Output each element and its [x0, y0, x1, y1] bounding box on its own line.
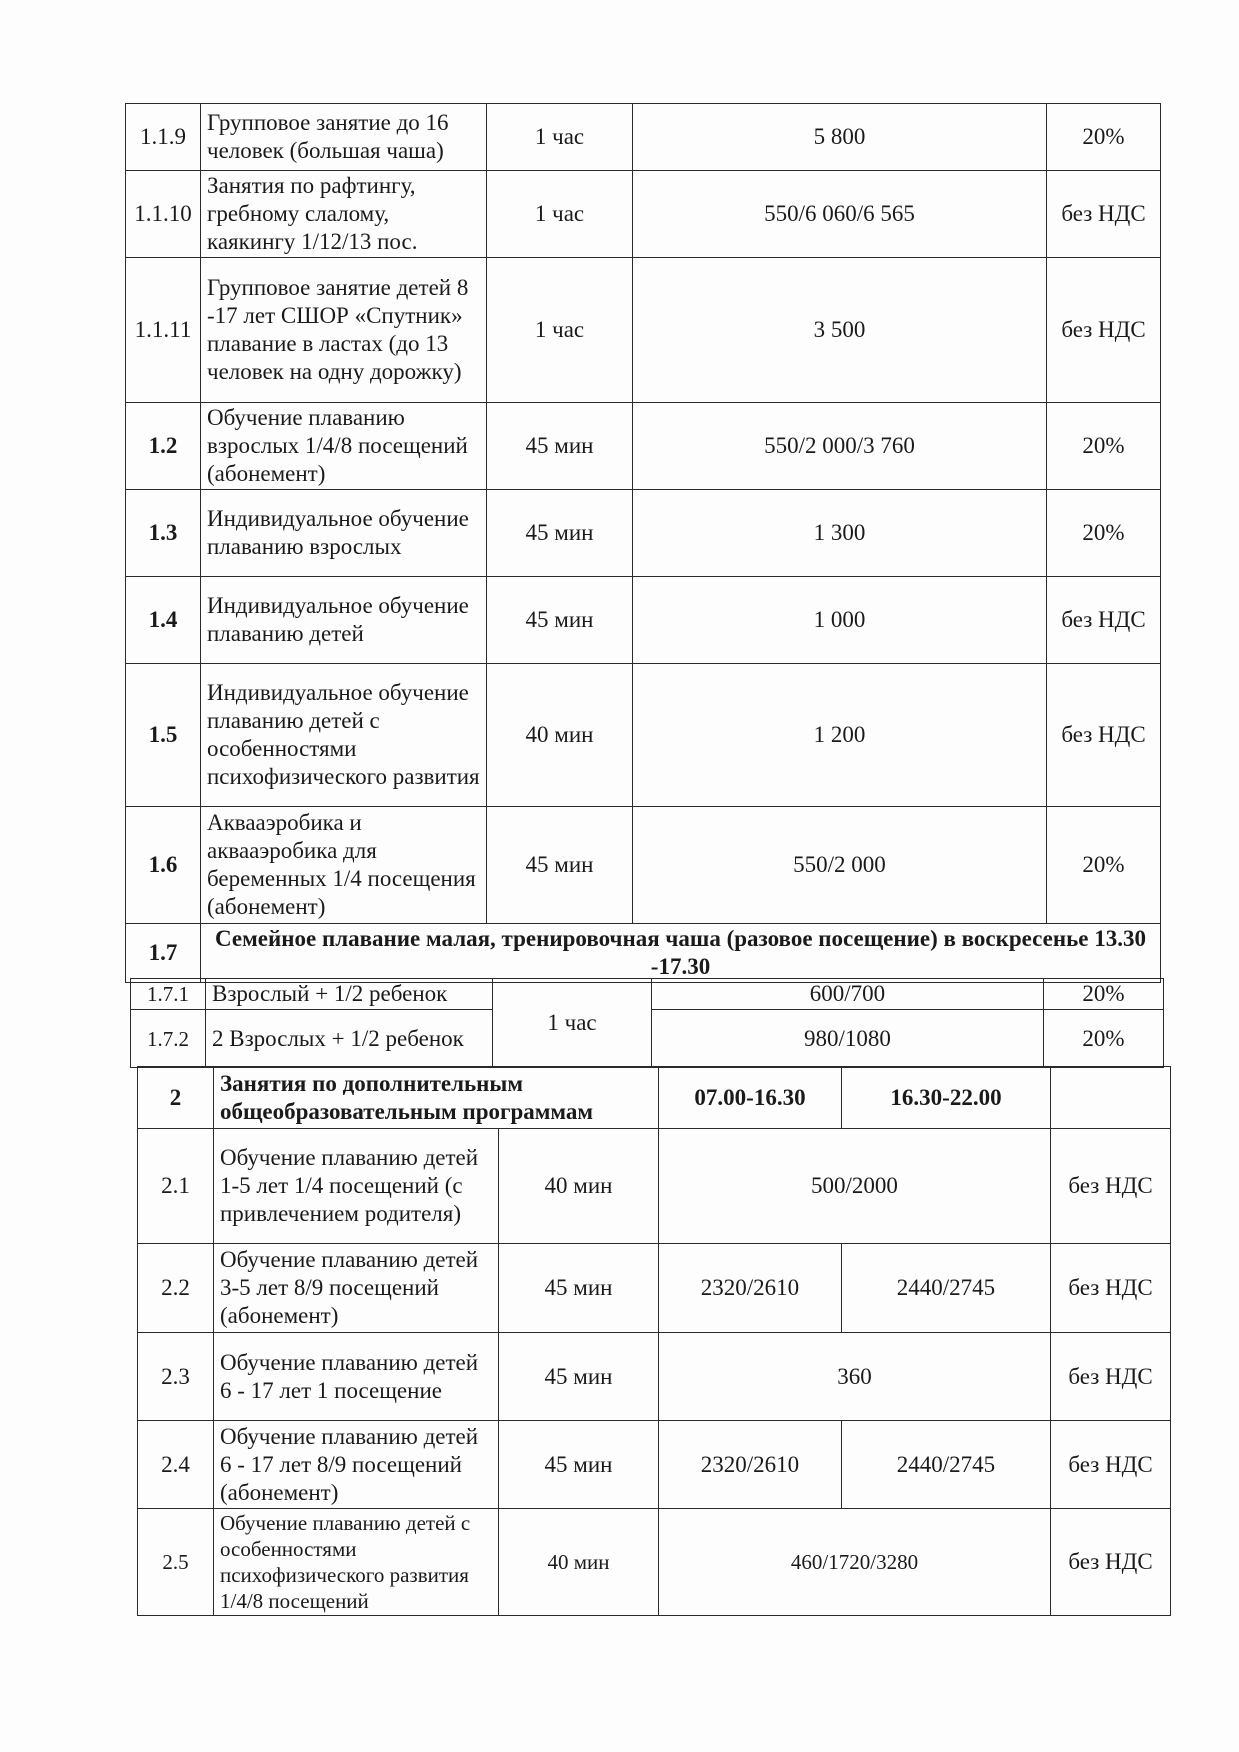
price: 980/1080 — [652, 1010, 1044, 1068]
price: 5 800 — [633, 104, 1047, 171]
tariff-table-section-1 — [125, 103, 1161, 983]
price: 360 — [659, 1333, 1051, 1421]
section-2-header-row — [138, 1067, 1171, 1129]
row-number: 2.2 — [138, 1244, 214, 1333]
service-name: Занятия по рафтингу, гребному слалому, каякингу 1/12/13 пос. — [201, 171, 487, 258]
vat: без НДС — [1051, 1421, 1171, 1509]
duration: 1 час — [487, 171, 633, 258]
table-row — [138, 1333, 1171, 1421]
service-name: Индивидуальное обучение плаванию детей — [201, 577, 487, 664]
price-morning: 2320/2610 — [659, 1421, 842, 1509]
section-title: Занятия по дополнительным общеобразовательным программам — [214, 1067, 659, 1129]
row-number: 1.7.1 — [131, 979, 206, 1010]
price: 1 300 — [633, 490, 1047, 577]
service-name: Обучение плаванию взрослых 1/4/8 посещений (абонемент) — [201, 403, 487, 490]
row-number: 2.4 — [138, 1421, 214, 1509]
vat: без НДС — [1047, 577, 1161, 664]
vat: 20% — [1044, 1010, 1164, 1068]
duration: 1 час — [493, 979, 652, 1068]
table-row — [138, 1509, 1171, 1616]
row-number: 2.3 — [138, 1333, 214, 1421]
table-row — [131, 979, 1164, 1010]
row-number: 1.7.2 — [131, 1010, 206, 1068]
vat: 20% — [1047, 104, 1161, 171]
service-name: Обучение плаванию детей 3-5 лет 8/9 посещений (абонемент) — [214, 1244, 499, 1333]
table-row — [126, 664, 1161, 807]
duration: 45 мин — [487, 807, 633, 924]
service-name: Обучение плаванию детей 6 - 17 лет 1 посещение — [214, 1333, 499, 1421]
service-name: Групповое занятие до 16 человек (большая чаша) — [201, 104, 487, 171]
service-name: Индивидуальное обучение плаванию детей с особенностями психофизического развития — [201, 664, 487, 807]
price: 550/6 060/6 565 — [633, 171, 1047, 258]
row-number: 1.5 — [126, 664, 201, 807]
row-number: 2.5 — [138, 1509, 214, 1616]
table-row — [138, 1421, 1171, 1509]
price: 550/2 000/3 760 — [633, 403, 1047, 490]
price: 1 200 — [633, 664, 1047, 807]
duration: 40 мин — [487, 664, 633, 807]
row-number: 1.1.9 — [126, 104, 201, 171]
vat: 20% — [1044, 979, 1164, 1010]
price: 600/700 — [652, 979, 1044, 1010]
service-name: Обучение плаванию детей 6 - 17 лет 8/9 посещений (абонемент) — [214, 1421, 499, 1509]
tariff-table-family — [130, 978, 1164, 1068]
row-number: 1.1.11 — [126, 258, 201, 403]
vat: без НДС — [1047, 171, 1161, 258]
duration: 45 мин — [499, 1244, 659, 1333]
empty-cell — [1051, 1067, 1171, 1129]
duration: 45 мин — [499, 1421, 659, 1509]
price: 500/2000 — [659, 1129, 1051, 1244]
service-name: Обучение плаванию детей с особенностями психофизического развития 1/4/8 посещений — [214, 1509, 499, 1616]
price-morning: 2320/2610 — [659, 1244, 842, 1333]
table-row — [126, 807, 1161, 924]
table-row — [126, 577, 1161, 664]
service-name: Индивидуальное обучение плаванию взрослых — [201, 490, 487, 577]
table-row — [138, 1129, 1171, 1244]
service-name: 2 Взрослых + 1/2 ребенок — [206, 1010, 493, 1068]
table-row — [126, 403, 1161, 490]
section-number: 2 — [138, 1067, 214, 1129]
price: 3 500 — [633, 258, 1047, 403]
vat: 20% — [1047, 490, 1161, 577]
price: 460/1720/3280 — [659, 1509, 1051, 1616]
service-name: Обучение плаванию детей 1-5 лет 1/4 посещений (с привлечением родителя) — [214, 1129, 499, 1244]
vat: 20% — [1047, 807, 1161, 924]
table-row — [126, 171, 1161, 258]
duration: 45 мин — [487, 577, 633, 664]
price: 1 000 — [633, 577, 1047, 664]
duration: 45 мин — [487, 403, 633, 490]
vat: без НДС — [1047, 664, 1161, 807]
tariff-table-section-2 — [137, 1066, 1171, 1616]
row-number: 1.6 — [126, 807, 201, 924]
vat: без НДС — [1051, 1244, 1171, 1333]
vat: без НДС — [1047, 258, 1161, 403]
time-column-morning: 07.00-16.30 — [659, 1067, 842, 1129]
row-number: 2.1 — [138, 1129, 214, 1244]
service-name: Групповое занятие детей 8 -17 лет СШОР «Спутник» плавание в ластах (до 13 человек на одну дорожку) — [201, 258, 487, 403]
price-evening: 2440/2745 — [842, 1421, 1051, 1509]
duration: 40 мин — [499, 1129, 659, 1244]
price: 550/2 000 — [633, 807, 1047, 924]
family-swimming-title: Семейное плавание малая, тренировочная чаша (разовое посещение) в воскресенье 13.30 -17.30 — [201, 924, 1161, 983]
family-swimming-header-row — [126, 924, 1161, 983]
price-evening: 2440/2745 — [842, 1244, 1051, 1333]
table-row — [126, 490, 1161, 577]
row-number: 1.3 — [126, 490, 201, 577]
duration: 1 час — [487, 258, 633, 403]
row-number: 1.7 — [126, 924, 201, 983]
duration: 45 мин — [487, 490, 633, 577]
vat: 20% — [1047, 403, 1161, 490]
table-row — [126, 104, 1161, 171]
row-number: 1.2 — [126, 403, 201, 490]
duration: 45 мин — [499, 1333, 659, 1421]
vat: без НДС — [1051, 1129, 1171, 1244]
row-number: 1.1.10 — [126, 171, 201, 258]
time-column-evening: 16.30-22.00 — [842, 1067, 1051, 1129]
vat: без НДС — [1051, 1509, 1171, 1616]
duration: 1 час — [487, 104, 633, 171]
service-name: Аквааэробика и аквааэробика для беременных 1/4 посещения (абонемент) — [201, 807, 487, 924]
duration: 40 мин — [499, 1509, 659, 1616]
vat: без НДС — [1051, 1333, 1171, 1421]
service-name: Взрослый + 1/2 ребенок — [206, 979, 493, 1010]
table-row — [126, 258, 1161, 403]
row-number: 1.4 — [126, 577, 201, 664]
table-row — [138, 1244, 1171, 1333]
